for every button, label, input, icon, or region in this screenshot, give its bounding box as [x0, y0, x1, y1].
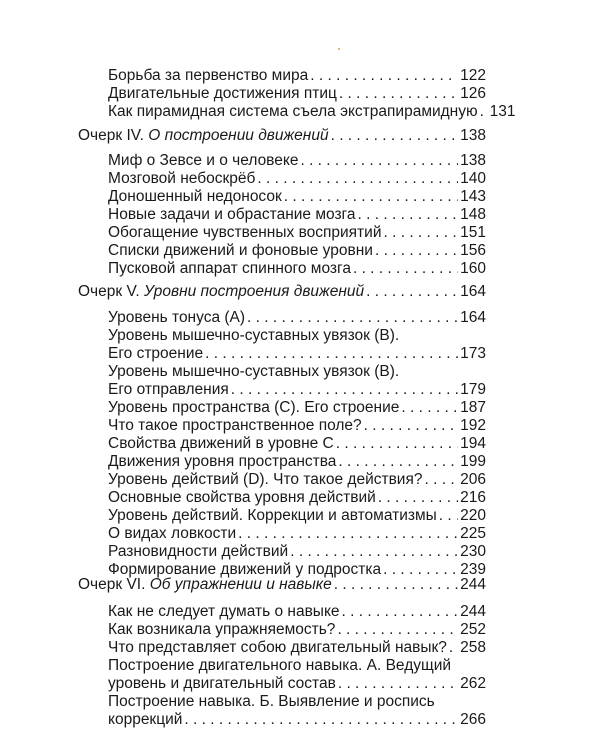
- toc-entry: [108, 242, 486, 260]
- toc-entry: [108, 67, 486, 85]
- toc-entry-title: Как возникала упражняемость?: [108, 621, 336, 638]
- toc-entry-page: 262: [460, 675, 486, 692]
- toc-entry: [108, 507, 486, 525]
- toc-entry-page: 239: [460, 561, 486, 578]
- toc-entry-title: Как не следует думать о навыке: [108, 603, 340, 620]
- toc-entry-title: Уровень пространства (С). Его строение: [108, 399, 400, 416]
- toc-entry-page: 160: [460, 260, 486, 277]
- toc-entry-page: 148: [460, 206, 486, 223]
- toc-entry-title: Что представляет собою двигательный навык?: [108, 639, 447, 656]
- toc-entry: [108, 417, 486, 435]
- toc-chapter-heading: [78, 576, 486, 594]
- chapter-prefix: Очерк IV.: [78, 127, 149, 144]
- toc-entry-first-line: [108, 657, 486, 675]
- toc-entry: [108, 85, 486, 103]
- toc-leader-dots: [247, 309, 458, 327]
- toc-entry-title: Движения уровня пространства: [108, 453, 337, 470]
- toc-leader-dots: [331, 127, 459, 145]
- toc-entry-page: 252: [460, 621, 486, 638]
- toc-entry: [108, 170, 486, 188]
- toc-leader-dots: [401, 399, 458, 417]
- toc-entry-page: 194: [460, 435, 486, 452]
- toc-entry-title: Его отправления: [108, 381, 229, 398]
- toc-leader-dots: [353, 260, 458, 278]
- toc-entry: [108, 711, 486, 729]
- toc-entry-first-line: [108, 693, 486, 711]
- toc-entry: [108, 381, 486, 399]
- toc-leader-dots: [338, 453, 458, 471]
- toc-leader-dots: [310, 67, 458, 85]
- toc-entry-title: Формирование движений у подростка: [108, 561, 382, 578]
- toc-entry-page: 164: [460, 283, 486, 300]
- toc-entry-title: Уровень действий. Коррекции и автоматизмы: [108, 507, 437, 524]
- toc-leader-dots: [290, 543, 458, 561]
- toc-entry-title: Его строение: [108, 345, 204, 362]
- toc-entry-title: Построение двигательного навыка. А. Ведущий: [108, 657, 452, 674]
- toc-entry-title: Борьба за первенство мира: [108, 67, 309, 84]
- toc-entry-page: 140: [460, 170, 486, 187]
- toc-entry-title: Уровень тонуса (A): [108, 309, 246, 326]
- toc-entry-title: Пусковой аппарат спинного мозга: [108, 260, 351, 277]
- toc-entry: [108, 399, 486, 417]
- toc-entry-page: 225: [460, 525, 486, 542]
- toc-chapter-title: [78, 283, 364, 301]
- toc-chapter-heading: [78, 283, 486, 301]
- toc-entry-page: 151: [460, 224, 486, 241]
- toc-leader-dots: [205, 345, 458, 363]
- toc-leader-dots: [358, 206, 459, 224]
- toc-entry-page: 179: [460, 381, 486, 398]
- toc-entry: [108, 188, 486, 206]
- toc-entry-page: 230: [460, 543, 486, 560]
- toc-leader-dots: [336, 435, 458, 453]
- toc-entry-title: Уровень мышечно-суставных увязок (В).: [108, 363, 400, 380]
- toc-leader-dots: [424, 471, 458, 489]
- toc-entry-page: 126: [460, 85, 486, 102]
- toc-entry-page: 192: [460, 417, 486, 434]
- toc-chapter-heading: [78, 127, 486, 145]
- toc-entry-title: коррекций: [108, 711, 183, 728]
- toc-entry: [108, 675, 486, 693]
- toc-entry-page: 206: [460, 471, 486, 488]
- toc-leader-dots: [300, 152, 458, 170]
- toc-entry-page: 187: [460, 399, 486, 416]
- toc-entry-page: 199: [460, 453, 486, 470]
- toc-leader-dots: [364, 417, 458, 435]
- toc-entry-page: 244: [460, 576, 486, 593]
- toc-leader-dots: [378, 489, 458, 507]
- toc-leader-dots: [339, 85, 458, 103]
- toc-entry-title: Свойства движений в уровне С: [108, 435, 334, 452]
- toc-entry-page: 122: [460, 67, 486, 84]
- toc-entry-page: 266: [460, 711, 486, 728]
- toc-entry-title: О видах ловкости: [108, 525, 237, 542]
- toc-entry-title: Доношенный недоносок: [108, 188, 282, 205]
- toc-entry-title: Что такое пространственное поле?: [108, 417, 362, 434]
- toc-entry-page: 131: [489, 103, 516, 120]
- toc-leader-dots: [366, 283, 458, 301]
- chapter-name: Об упражнении и навыке: [149, 576, 332, 593]
- toc-leader-dots: [184, 711, 458, 729]
- toc-leader-dots: [449, 639, 458, 657]
- toc-entry-title: Уровень мышечно-суставных увязок (В).: [108, 327, 400, 344]
- chapter-prefix: Очерк V.: [78, 283, 144, 300]
- toc-entry: [108, 621, 486, 639]
- toc-entry: [108, 435, 486, 453]
- toc-entry: [108, 489, 486, 507]
- toc-entry-page: 138: [460, 127, 486, 144]
- toc-entry: [108, 543, 486, 561]
- toc-entry: [108, 224, 486, 242]
- print-speck: [338, 48, 340, 50]
- toc-entry: [108, 345, 486, 363]
- toc-leader-dots: [284, 188, 458, 206]
- toc-entry-page: 164: [460, 309, 486, 326]
- toc-entry-title: Мозговой небоскрёб: [108, 170, 256, 187]
- toc-entry-title: Новые задачи и обрастание мозга: [108, 206, 356, 223]
- toc-entry-title: уровень и двигательный состав: [108, 675, 336, 692]
- toc-entry: [108, 471, 486, 489]
- toc-entry: [108, 152, 486, 170]
- toc-leader-dots: [338, 675, 458, 693]
- toc-entry: [108, 103, 516, 121]
- toc-entry: [108, 453, 486, 471]
- toc-entry: [108, 603, 486, 621]
- toc-entry-title: Двигательные достижения птиц: [108, 85, 337, 102]
- toc-entry-first-line: [108, 327, 486, 345]
- chapter-prefix: Очерк VI.: [78, 576, 150, 593]
- toc-entry: [108, 309, 486, 327]
- toc-entry-page: 173: [460, 345, 486, 362]
- toc-entry-page: 156: [460, 242, 486, 259]
- toc-entry-title: Обогащение чувственных восприятий: [108, 224, 382, 241]
- toc-entry: [108, 260, 486, 278]
- toc-leader-dots: [480, 103, 488, 121]
- toc-entry-title: Разновидности действий: [108, 543, 289, 560]
- toc-leader-dots: [337, 621, 458, 639]
- toc-entry: [108, 525, 486, 543]
- chapter-name: О построении движений: [148, 127, 329, 144]
- toc-leader-dots: [439, 507, 458, 525]
- toc-entry-page: 220: [460, 507, 486, 524]
- chapter-name: Уровни построения движений: [144, 283, 365, 300]
- toc-chapter-title: [78, 576, 332, 594]
- toc-entry-page: 244: [460, 603, 486, 620]
- toc-entry: [108, 639, 486, 657]
- toc-leader-dots: [375, 242, 458, 260]
- toc-leader-dots: [257, 170, 458, 188]
- toc-leader-dots: [231, 381, 458, 399]
- toc-leader-dots: [238, 525, 458, 543]
- toc-entry-title: Уровень действий (D). Что такое действия?: [108, 471, 423, 488]
- toc-entry-title: Списки движений и фоновые уровни: [108, 242, 373, 259]
- toc-leader-dots: [334, 576, 458, 594]
- toc-entry: [108, 206, 486, 224]
- toc-entry-page: 258: [460, 639, 486, 656]
- toc-chapter-title: [78, 127, 329, 145]
- toc-entry-page: 216: [460, 489, 486, 506]
- toc-entry-first-line: [108, 363, 486, 381]
- toc-leader-dots: [383, 224, 458, 242]
- toc-entry-page: 138: [460, 152, 486, 169]
- toc-entry-title: Построение навыка. Б. Выявление и роспись: [108, 693, 435, 710]
- toc-entry-title: Основные свойства уровня действий: [108, 489, 376, 506]
- toc-entry-page: 143: [460, 188, 486, 205]
- toc-leader-dots: [342, 603, 459, 621]
- toc-entry-title: Как пирамидная система съела экстрапирамидную: [108, 103, 478, 120]
- toc-entry-title: Миф о Зевсе и о человеке: [108, 152, 299, 169]
